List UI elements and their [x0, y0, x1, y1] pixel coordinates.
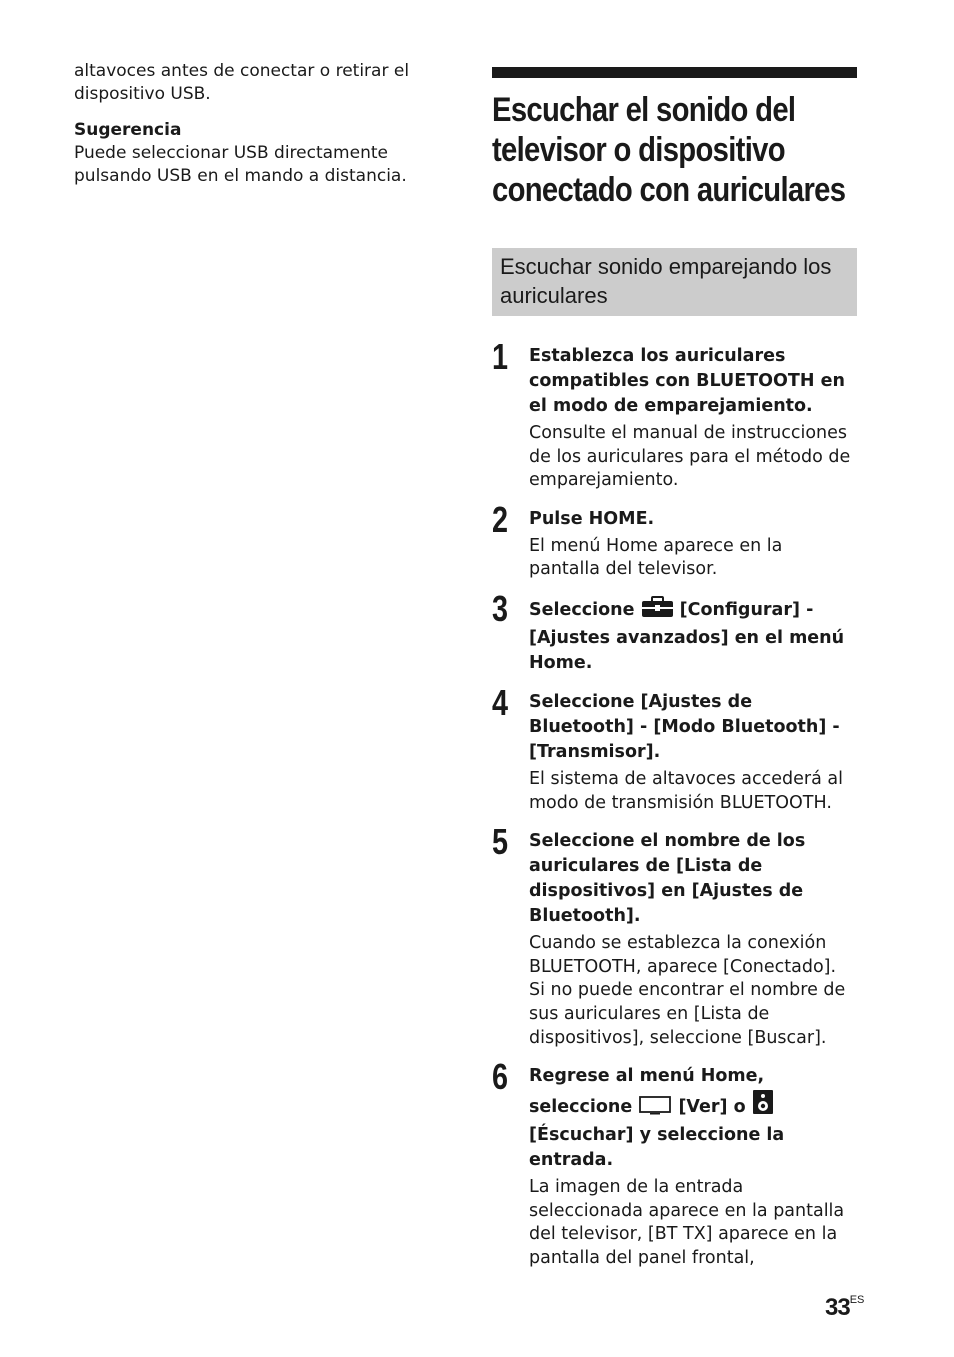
- step-number: 2: [492, 498, 509, 540]
- step-number: 6: [492, 1056, 509, 1098]
- page-number-value: 33: [825, 1294, 850, 1321]
- step-number: 1: [492, 336, 509, 377]
- step-title-post: [Éscuchar] y seleccione la entrada.: [529, 1125, 785, 1171]
- page-title: Escuchar el sonido del televisor o dispositivo conectado con auriculares: [492, 91, 846, 209]
- step-title: Seleccione el nombre de los auriculares de [Lista de dispositivos] en [Ajustes de Bluetooth].: [529, 831, 806, 927]
- speaker-icon: [752, 1089, 774, 1123]
- step-2: [492, 498, 857, 582]
- step-title: [529, 596, 857, 676]
- step-4: [492, 681, 857, 815]
- page-number: [825, 1294, 864, 1322]
- step-3: [492, 587, 857, 676]
- step-number: 4: [492, 681, 509, 723]
- step-title-mid: [Ver] o: [678, 1097, 746, 1118]
- section-subheading: Escuchar sonido emparejando los auriculares: [492, 248, 857, 316]
- step-title: Establezca los auriculares compatibles con BLUETOOTH en el modo de emparejamiento.: [529, 346, 845, 416]
- step-description: Consulte el manual de instrucciones de los auriculares para el método de emparejamiento.: [529, 423, 851, 491]
- tip-title: Sugerencia: [74, 120, 182, 140]
- toolbox-icon: [641, 596, 674, 626]
- step-title-pre: Seleccione: [529, 599, 635, 620]
- continued-paragraph: altavoces antes de conectar o retirar el dispositivo USB.: [74, 61, 410, 104]
- step-title: Seleccione [Ajustes de Bluetooth] - [Modo Bluetooth] - [Transmisor].: [529, 691, 840, 762]
- right-column: [492, 67, 857, 1271]
- step-title-pre: Regrese al menú Home, seleccione: [529, 1066, 765, 1118]
- step-1: [492, 336, 857, 493]
- step-description: El sistema de altavoces accederá al modo de transmisión BLUETOOTH.: [529, 768, 843, 813]
- left-column: [74, 60, 434, 188]
- tv-icon: [638, 1095, 672, 1123]
- page-language: ES: [849, 1294, 865, 1306]
- step-description: La imagen de la entrada seleccionada aparece en la pantalla del televisor, [BT TX] aparece en la pantalla del panel frontal,: [529, 1177, 845, 1268]
- step-number: 5: [492, 821, 509, 863]
- step-title: [529, 1064, 857, 1173]
- step-title: Pulse HOME.: [529, 508, 655, 529]
- step-number: 3: [492, 587, 509, 629]
- step-5: [492, 821, 857, 1050]
- step-title-post: [Configurar] - [Ajustes avanzados] en el menú Home.: [529, 599, 845, 673]
- step-6: [492, 1056, 857, 1270]
- title-rule: [492, 67, 857, 78]
- step-description: El menú Home aparece en la pantalla del televisor.: [529, 535, 783, 580]
- step-description: Cuando se establezca la conexión BLUETOOTH, aparece [Conectado]. Si no puede encontrar el nombre de sus auriculares en [Lista de dispositivos], seleccione [Buscar].: [529, 933, 846, 1048]
- tip-text: Puede seleccionar USB directamente pulsando USB en el mando a distancia.: [74, 143, 407, 186]
